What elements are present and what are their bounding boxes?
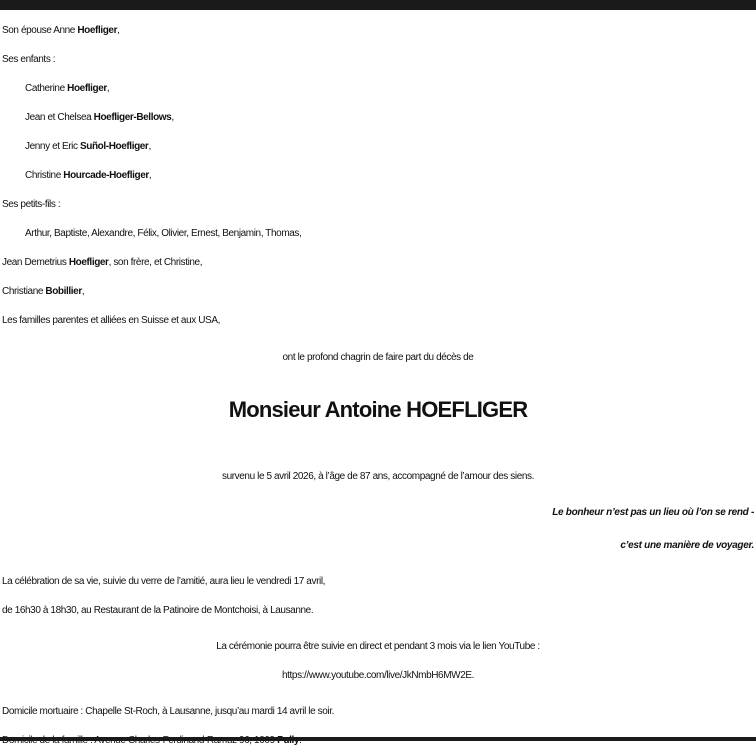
quote-line-1: Le bonheur n’est pas un lieu où l’on se rend - <box>552 507 754 518</box>
grandchildren-label: Ses petits-fils : <box>2 199 61 210</box>
youtube-link[interactable]: https://www.youtube.com/live/JkNmbH6MW2E. <box>282 670 474 681</box>
brother-suffix: , son frère, et Christine, <box>108 257 203 268</box>
celebration-line-1: La célébration de sa vie, suivie du verre de l’amitié, aura lieu le vendredi 17 avril, <box>2 576 326 587</box>
spacer <box>0 690 756 697</box>
quote-block <box>0 501 756 557</box>
grandchildren-names: Arthur, Baptiste, Alexandre, Félix, Olivier, Ernest, Benjamin, Thomas, <box>25 228 302 239</box>
spouse-line <box>0 16 756 45</box>
christiane-line <box>0 277 756 306</box>
bottom-border-rule <box>0 737 756 741</box>
child-first: Jenny et Eric <box>25 141 80 152</box>
christiane-name: Bobillier <box>45 286 82 297</box>
child-last: Hourcade-Hoefliger <box>63 170 149 181</box>
child-suffix: , <box>148 141 151 152</box>
christiane-suffix: , <box>81 286 85 297</box>
brother-name: Hoefliger <box>68 257 109 268</box>
child-line <box>0 103 756 132</box>
spouse-suffix: , <box>117 25 120 36</box>
child-first: Jean et Chelsea <box>25 112 94 123</box>
spouse-name: Hoefliger <box>77 25 118 36</box>
child-line <box>0 132 756 161</box>
child-suffix: , <box>148 170 152 181</box>
child-line <box>0 74 756 103</box>
deceased-name: Monsieur Antoine HOEFLIGER <box>228 397 528 422</box>
quote-line-2: c’est une manière de voyager. <box>620 540 754 551</box>
children-label: Ses enfants : <box>2 54 56 65</box>
domicile-mortuaire-line: Domicile mortuaire : Chapelle St-Roch, à Lausanne, jusqu’au mardi 14 avril le soir. <box>2 706 334 717</box>
spacer <box>0 625 756 632</box>
christiane-prefix: Christiane <box>2 286 46 297</box>
stream-line: La cérémonie pourra être suivie en direct et pendant 3 mois via le lien YouTube : <box>216 641 540 652</box>
child-suffix: , <box>171 112 174 123</box>
child-suffix: , <box>106 83 110 94</box>
child-last: Hoefliger-Bellows <box>93 112 172 123</box>
child-first: Christine <box>25 170 64 181</box>
obituary-notice <box>0 16 756 755</box>
brother-prefix: Jean Demetrius <box>2 257 69 268</box>
extended-families-line: Les familles parentes et alliées en Suisse et aux USA, <box>2 315 220 326</box>
child-last: Hoefliger <box>67 83 107 94</box>
celebration-line-2: de 16h30 à 18h30, au Restaurant de la Patinoire de Montchoisi, à Lausanne. <box>2 605 314 616</box>
spouse-prefix: Son épouse Anne <box>2 25 78 36</box>
brother-line <box>0 248 756 277</box>
top-border-rule <box>0 0 756 10</box>
child-first: Catherine <box>25 83 68 94</box>
death-details: survenu le 5 avril 2026, à l’âge de 87 ans, accompagné de l’amour des siens. <box>221 471 535 482</box>
child-line <box>0 161 756 190</box>
child-last: Suñol-Hoefliger <box>79 141 149 152</box>
announcement-intro: ont le profond chagrin de faire part du décès de <box>282 352 474 363</box>
